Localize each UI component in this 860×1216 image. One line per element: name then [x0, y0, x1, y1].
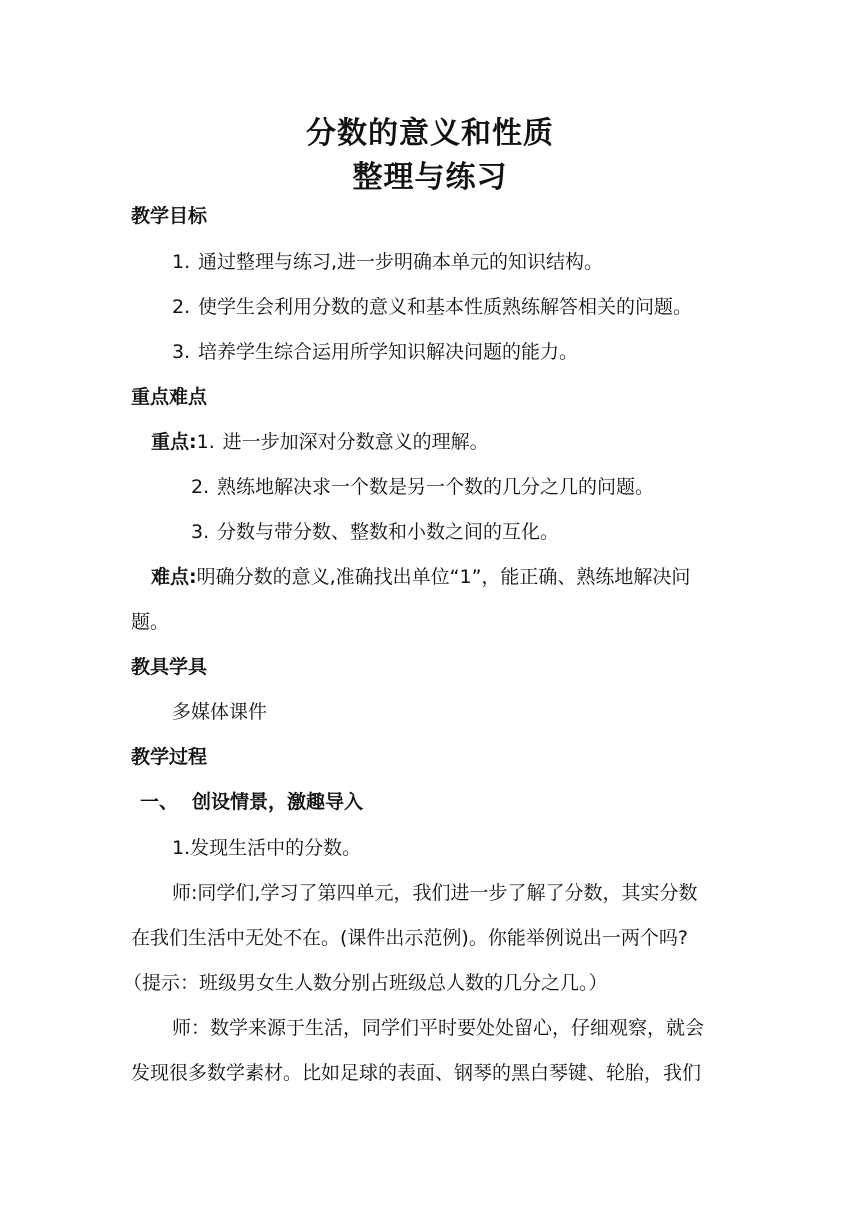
key-point-number: 3.: [191, 521, 210, 543]
key-point-item-2: [191, 473, 654, 501]
key-point-text: 进一步加深对分数意义的理解。: [222, 431, 489, 453]
difficult-point-label: 难点:: [151, 566, 197, 588]
key-point-item-3: [191, 518, 559, 546]
difficult-point-continuation: 题。: [131, 611, 170, 633]
paragraph-2-line-2: 发现很多数学素材。比如足球的表面、钢琴的黑白琴键、轮胎，我们: [131, 1062, 702, 1084]
process-part-number: 一、: [140, 791, 179, 813]
objective-item-number: 2.: [172, 296, 191, 318]
difficult-point: [151, 563, 690, 591]
process-part-title: 创设情景，激趣导入: [192, 791, 364, 813]
objective-item-text: 通过整理与练习,进一步明确本单元的知识结构。: [198, 251, 604, 273]
objective-item-number: 1.: [172, 251, 191, 273]
key-point-text: 熟练地解决求一个数是另一个数的几分之几的问题。: [217, 476, 655, 498]
paragraph-2-line-1: 师：数学来源于生活，同学们平时要处处留心，仔细观察，就会: [172, 1017, 705, 1039]
difficult-point-text: 明确分数的意义,准确找出单位“1”，能正确、熟练地解决问: [196, 566, 691, 588]
key-point-text: 分数与带分数、整数和小数之间的互化。: [217, 521, 560, 543]
document-title: 分数的意义和性质: [306, 116, 554, 151]
objective-item-text: 使学生会利用分数的意义和基本性质熟练解答相关的问题。: [198, 296, 693, 318]
objective-item-number: 3.: [172, 341, 191, 363]
key-point-number: 1.: [196, 431, 215, 453]
tools-text: 多媒体课件: [172, 701, 268, 723]
objective-item-2: [172, 293, 692, 321]
paragraph-1-line-1: 师:同学们,学习了第四单元，我们进一步了解了分数，其实分数: [172, 882, 698, 904]
heading-tools: 教具学具: [131, 656, 208, 678]
paragraph-1-line-3: （提示：班级男女生人数分别占班级总人数的几分之几。）: [123, 972, 608, 994]
process-step-1: 1.发现生活中的分数。: [172, 837, 362, 859]
heading-process: 教学过程: [131, 746, 208, 768]
objective-item-1: [172, 248, 603, 276]
key-point-number: 2.: [191, 476, 210, 498]
objective-item-3: [172, 338, 578, 366]
document-subtitle: 整理与练习: [352, 160, 508, 195]
process-part-1: [140, 788, 363, 816]
objective-item-text: 培养学生综合运用所学知识解决问题的能力。: [198, 341, 579, 363]
key-point-label: 重点:: [151, 431, 197, 453]
paragraph-1-line-2: 在我们生活中无处不在。(课件出示范例)。你能举例说出一两个吗?: [131, 927, 688, 949]
key-point-item-1: [151, 428, 489, 456]
heading-objectives: 教学目标: [131, 205, 208, 227]
heading-key-points: 重点难点: [131, 386, 208, 408]
